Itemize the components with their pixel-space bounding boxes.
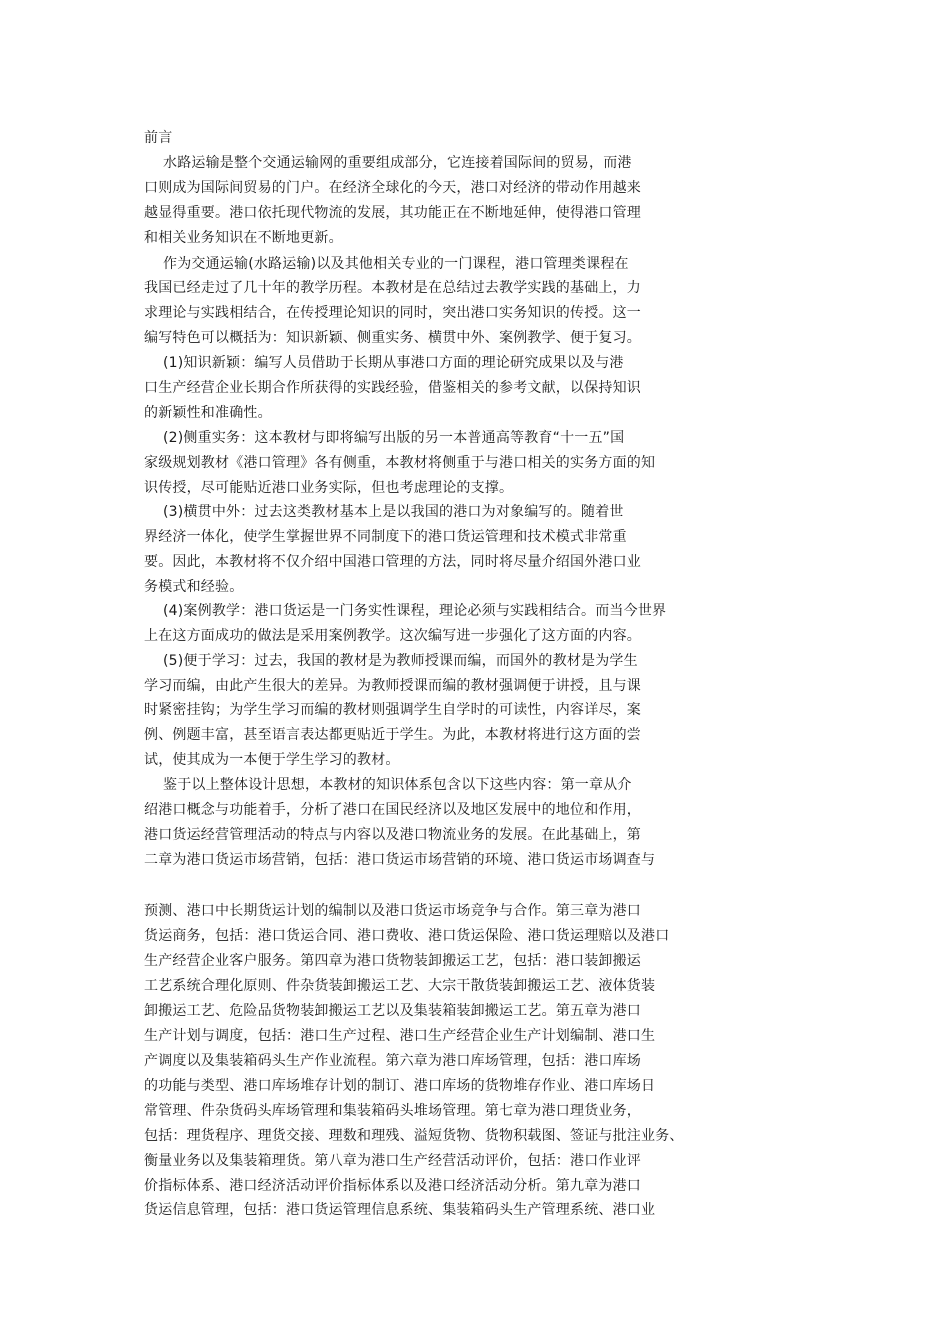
body-text-line: 衡量业务以及集装箱理货。第八章为港口生产经营活动评价，包括：港口作业评: [144, 1153, 641, 1169]
body-text-line: 常管理、件杂货码头库场管理和集装箱码头堆场管理。第七章为港口理货业务，: [144, 1103, 641, 1119]
body-text-line: 作为交通运输(水路运输)以及其他相关专业的一门课程，港口管理类课程在: [163, 256, 629, 272]
body-text-line: 界经济一体化，使学生掌握世界不同制度下的港口货运管理和技术模式非常重: [144, 529, 627, 545]
body-text-line: 试，使其成为一本便于学生学习的教材。: [144, 752, 400, 768]
body-text-line: 求理论与实践相结合，在传授理论知识的同时，突出港口实务知识的传授。这一: [144, 305, 641, 321]
body-text-line: 和相关业务知识在不断地更新。: [144, 230, 343, 246]
body-text-line: 上在这方面成功的做法是采用案例教学。这次编写进一步强化了这方面的内容。: [144, 628, 641, 644]
body-text-line: 的功能与类型、港口库场堆存计划的制订、港口库场的货物堆存作业、港口库场日: [144, 1078, 656, 1094]
body-text-line: 二章为港口货运市场营销，包括：港口货运市场营销的环境、港口货运市场调查与: [144, 852, 656, 868]
body-text-line: 价指标体系、港口经济活动评价指标体系以及港口经济活动分析。第九章为港口: [144, 1178, 641, 1194]
body-text-line: 我国已经走过了几十年的教学历程。本教材是在总结过去教学实践的基础上，力: [144, 280, 641, 296]
body-text-line: 时紧密挂钩；为学生学习而编的教材则强调学生自学时的可读性，内容详尽，案: [144, 702, 641, 718]
body-text-line: 工艺系统合理化原则、件杂货装卸搬运工艺、大宗干散货装卸搬运工艺、液体货装: [144, 978, 656, 994]
body-text-line: 生产经营企业客户服务。第四章为港口货物装卸搬运工艺，包括：港口装卸搬运: [144, 953, 641, 969]
body-text-line: 港口货运经营管理活动的特点与内容以及港口物流业务的发展。在此基础上，第: [144, 827, 641, 843]
body-text-line: 绍港口概念与功能着手，分析了港口在国民经济以及地区发展中的地位和作用，: [144, 802, 641, 818]
body-text-line: 口则成为国际间贸易的门户。在经济全球化的今天，港口对经济的带动作用越来: [144, 180, 641, 196]
body-text-line: 要。因此，本教材将不仅介绍中国港口管理的方法，同时将尽量介绍国外港口业: [144, 554, 641, 570]
body-text-line: 务模式和经验。: [144, 579, 244, 595]
body-text-line: 学习而编，由此产生很大的差异。为教师授课而编的教材强调便于讲授，且与课: [144, 678, 641, 694]
body-text-line: 例、例题丰富，甚至语言表达都更贴近于学生。为此，本教材将进行这方面的尝: [144, 727, 641, 743]
body-text-line: 编写特色可以概括为：知识新颖、侧重实务、横贯中外、案例教学、便于复习。: [144, 330, 641, 346]
body-text-line: 的新颖性和准确性。: [144, 405, 272, 421]
body-text-line: (4)案例教学：港口货运是一门务实性课程，理论必须与实践相结合。而当今世界: [163, 603, 667, 619]
body-text-line: 货运信息管理，包括：港口货运管理信息系统、集装箱码头生产管理系统、港口业: [144, 1202, 656, 1218]
body-text-line: 口生产经营企业长期合作所获得的实践经验，借鉴相关的参考文献，以保持知识: [144, 380, 641, 396]
body-text-line: 生产计划与调度，包括：港口生产过程、港口生产经营企业生产计划编制、港口生: [144, 1028, 656, 1044]
body-text-line: 卸搬运工艺、危险品货物装卸搬运工艺以及集装箱装卸搬运工艺。第五章为港口: [144, 1003, 641, 1019]
body-text-line: (1)知识新颖：编写人员借助于长期从事港口方面的理论研究成果以及与港: [163, 355, 624, 371]
body-text-line: (5)便于学习：过去，我国的教材是为教师授课而编，而国外的教材是为学生: [163, 653, 638, 669]
page-title: 前言: [144, 130, 173, 146]
body-text-line: 包括：理货程序、理货交接、理数和理残、溢短货物、货物积载图、签证与批注业务、: [144, 1128, 684, 1144]
body-text-line: 产调度以及集装箱码头生产作业流程。第六章为港口库场管理，包括：港口库场: [144, 1053, 641, 1069]
body-text-line: (2)侧重实务：这本教材与即将编写出版的另一本普通高等教育“十一五”国: [163, 430, 625, 446]
body-text-line: 预测、港口中长期货运计划的编制以及港口货运市场竞争与合作。第三章为港口: [144, 903, 641, 919]
body-text-line: 越显得重要。港口依托现代物流的发展，其功能正在不断地延伸，使得港口管理: [144, 205, 641, 221]
body-text-line: 货运商务，包括：港口货运合同、港口费收、港口货运保险、港口货运理赔以及港口: [144, 928, 670, 944]
body-text-line: 家级规划教材《港口管理》各有侧重，本教材将侧重于与港口相关的实务方面的知: [144, 455, 656, 471]
body-text-line: 识传授，尽可能贴近港口业务实际，但也考虑理论的支撑。: [144, 480, 514, 496]
body-text-line: 鉴于以上整体设计思想，本教材的知识体系包含以下这些内容：第一章从介: [163, 777, 632, 793]
body-text-line: (3)横贯中外：过去这类教材基本上是以我国的港口为对象编写的。随着世: [163, 504, 624, 520]
body-text-line: 水路运输是整个交通运输网的重要组成部分，它连接着国际间的贸易，而港: [163, 155, 632, 171]
